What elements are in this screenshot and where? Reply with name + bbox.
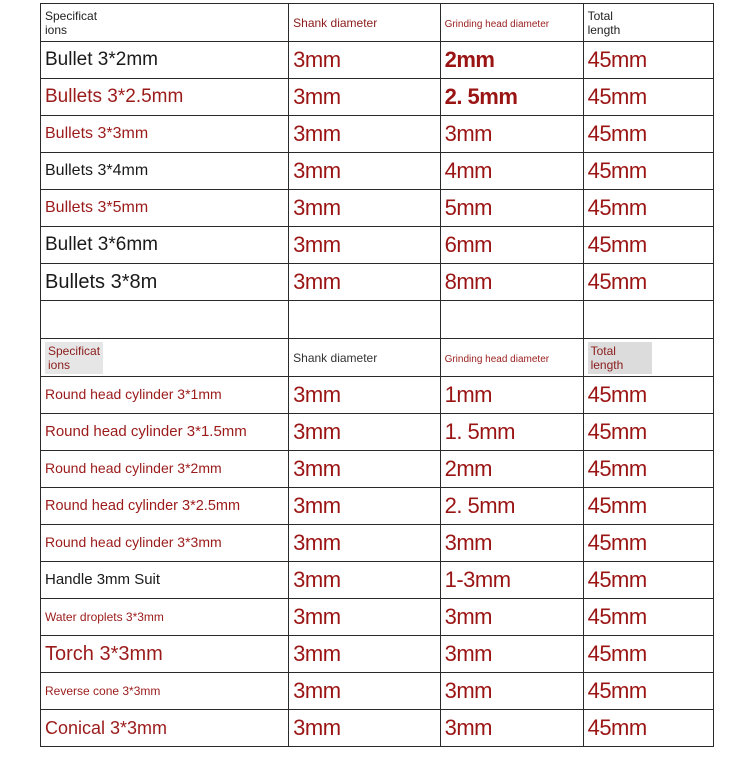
spec-cell: Bullets 3*3mm bbox=[45, 125, 149, 142]
shank-cell: 3mm bbox=[293, 269, 341, 294]
grinding-cell: 3mm bbox=[444, 715, 492, 740]
grinding-cell: 2mm bbox=[444, 47, 495, 72]
spec-cell: Bullet 3*6mm bbox=[45, 234, 158, 255]
shank-cell: 3mm bbox=[293, 604, 341, 629]
grinding-cell: 8mm bbox=[444, 269, 492, 294]
total-cell: 45mm bbox=[587, 47, 647, 72]
grinding-cell: 3mm bbox=[444, 641, 492, 666]
total-cell: 45mm bbox=[587, 678, 647, 703]
shank-cell: 3mm bbox=[293, 715, 341, 740]
header-spec-line2: ions bbox=[45, 22, 68, 37]
shank-cell: 3mm bbox=[293, 84, 341, 109]
table-row bbox=[41, 153, 714, 190]
header-row-top bbox=[41, 4, 714, 42]
total-cell: 45mm bbox=[587, 382, 647, 407]
table-row bbox=[41, 264, 714, 301]
shank-cell: 3mm bbox=[293, 121, 341, 146]
grinding-cell: 3mm bbox=[444, 678, 492, 703]
shank-cell: 3mm bbox=[293, 47, 341, 72]
header-row-bottom bbox=[41, 339, 714, 377]
header-spec-line2: ions bbox=[48, 357, 71, 372]
total-cell: 45mm bbox=[587, 84, 647, 109]
shank-cell: 3mm bbox=[293, 456, 341, 481]
spec-cell: Round head cylinder 3*3mm bbox=[45, 534, 222, 550]
spec-cell: Handle 3mm Suit bbox=[45, 571, 161, 588]
spec-cell: Torch 3*3mm bbox=[45, 642, 163, 665]
shank-cell: 3mm bbox=[293, 419, 341, 444]
shank-cell: 3mm bbox=[293, 158, 341, 183]
table-row bbox=[41, 116, 714, 153]
spec-cell: Bullets 3*4mm bbox=[45, 162, 149, 179]
header-total-line2: length bbox=[587, 22, 621, 37]
header-total bbox=[583, 4, 713, 42]
grinding-cell: 5mm bbox=[444, 195, 492, 220]
spec-cell: Bullet 3*2mm bbox=[45, 49, 158, 70]
header-spec bbox=[41, 339, 289, 377]
table-row bbox=[41, 562, 714, 599]
header-grinding-label: Grinding head diameter bbox=[444, 353, 550, 365]
table-row bbox=[41, 525, 714, 562]
total-cell: 45mm bbox=[587, 641, 647, 666]
grinding-cell: 2. 5mm bbox=[444, 84, 518, 109]
shank-cell: 3mm bbox=[293, 232, 341, 257]
grinding-cell: 2mm bbox=[444, 456, 492, 481]
shank-cell: 3mm bbox=[293, 678, 341, 703]
table-row bbox=[41, 710, 714, 747]
header-spec bbox=[41, 4, 289, 42]
spec-cell: Round head cylinder 3*2mm bbox=[45, 460, 222, 476]
grinding-cell: 1-3mm bbox=[444, 567, 511, 592]
spec-cell: Conical 3*3mm bbox=[45, 717, 168, 738]
spec-cell: Bullets 3*5mm bbox=[45, 199, 149, 216]
total-cell: 45mm bbox=[587, 158, 647, 183]
total-cell: 45mm bbox=[587, 232, 647, 257]
header-shank-label: Shank diameter bbox=[293, 15, 378, 30]
spec-table bbox=[40, 3, 714, 747]
header-spec-line1: Specificat bbox=[45, 8, 98, 23]
shank-cell: 3mm bbox=[293, 195, 341, 220]
grinding-cell: 1. 5mm bbox=[444, 419, 515, 444]
spec-cell: Water droplets 3*3mm bbox=[45, 610, 164, 624]
table-row bbox=[41, 673, 714, 710]
shank-cell: 3mm bbox=[293, 493, 341, 518]
header-grinding bbox=[440, 4, 583, 42]
table-row bbox=[41, 42, 714, 79]
table-row bbox=[41, 636, 714, 673]
header-shank bbox=[289, 339, 440, 377]
table-row bbox=[41, 227, 714, 264]
header-grinding bbox=[440, 339, 583, 377]
table-row bbox=[41, 599, 714, 636]
total-cell: 45mm bbox=[587, 530, 647, 555]
total-cell: 45mm bbox=[587, 195, 647, 220]
table-row bbox=[41, 451, 714, 488]
header-total bbox=[583, 339, 713, 377]
header-total-line1: Total bbox=[587, 8, 613, 23]
grinding-cell: 3mm bbox=[444, 530, 492, 555]
total-cell: 45mm bbox=[587, 121, 647, 146]
total-cell: 45mm bbox=[587, 604, 647, 629]
total-cell: 45mm bbox=[587, 269, 647, 294]
header-total-line2: length bbox=[590, 357, 624, 372]
table-row bbox=[41, 414, 714, 451]
spec-cell: Round head cylinder 3*2.5mm bbox=[45, 498, 241, 514]
header-spec-line1: Specificat bbox=[48, 343, 101, 358]
table-row bbox=[41, 377, 714, 414]
header-total-line1: Total bbox=[590, 343, 616, 358]
table-row bbox=[41, 190, 714, 227]
spec-cell: Bullets 3*8m bbox=[45, 270, 158, 293]
grinding-cell: 4mm bbox=[444, 158, 492, 183]
grinding-cell: 3mm bbox=[444, 121, 492, 146]
grinding-cell: 3mm bbox=[444, 604, 492, 629]
total-cell: 45mm bbox=[587, 493, 647, 518]
grinding-cell: 2. 5mm bbox=[444, 493, 515, 518]
shank-cell: 3mm bbox=[293, 567, 341, 592]
header-shank bbox=[289, 4, 440, 42]
spec-cell: Round head cylinder 3*1mm bbox=[45, 386, 222, 402]
blank-row bbox=[41, 301, 714, 339]
table-row bbox=[41, 79, 714, 116]
header-shank-label: Shank diameter bbox=[293, 350, 378, 365]
spec-cell: Reverse cone 3*3mm bbox=[45, 684, 161, 698]
grinding-cell: 1mm bbox=[444, 382, 492, 407]
spec-cell: Round head cylinder 3*1.5mm bbox=[45, 423, 247, 440]
header-grinding-label: Grinding head diameter bbox=[444, 18, 550, 30]
spec-cell: Bullets 3*2.5mm bbox=[45, 86, 184, 107]
total-cell: 45mm bbox=[587, 567, 647, 592]
table-row bbox=[41, 488, 714, 525]
shank-cell: 3mm bbox=[293, 382, 341, 407]
total-cell: 45mm bbox=[587, 715, 647, 740]
shank-cell: 3mm bbox=[293, 530, 341, 555]
shank-cell: 3mm bbox=[293, 641, 341, 666]
grinding-cell: 6mm bbox=[444, 232, 492, 257]
total-cell: 45mm bbox=[587, 456, 647, 481]
total-cell: 45mm bbox=[587, 419, 647, 444]
